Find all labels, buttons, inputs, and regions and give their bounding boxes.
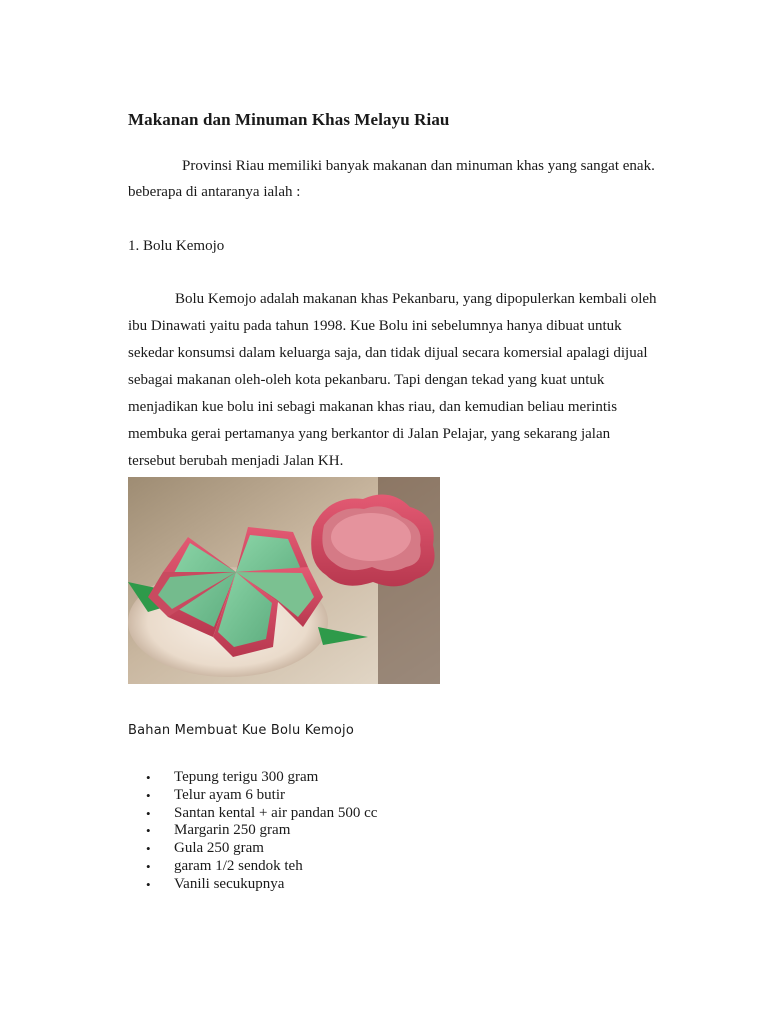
bullet-icon: • [146,876,151,892]
list-item [146,769,377,787]
ingredient-text: Tepung terigu 300 gram [174,769,319,785]
intro-line-1: Provinsi Riau memiliki banyak makanan dan minuman khas yang sangat enak. [182,158,655,174]
bolu-kemojo-photo [128,477,440,684]
list-item [146,805,377,823]
paragraph-line: Bolu Kemojo adalah makanan khas Pekanbaru, yang dipopulerkan kembali oleh [175,291,657,307]
bullet-icon: • [146,770,151,785]
bullet-icon: • [146,858,151,874]
bullet-icon: • [146,841,151,857]
ingredient-text: Santan kental + air pandan 500 cc [174,804,378,821]
list-item [146,787,377,805]
document-title: Makanan dan Minuman Khas Melayu Riau [128,110,450,129]
paragraph-line: menjadikan kue bolu ini sebagi makanan khas riau, dan kemudian beliau merintis [128,399,618,415]
paragraph-line: sebagai makanan oleh-oleh kota pekanbaru. Tapi dengan tekad yang kuat untuk [128,372,605,388]
ingredient-text: Vanili secukupnya [174,875,285,892]
list-item [146,876,377,894]
list-item [146,822,377,840]
list-item [146,858,377,876]
bullet-icon: • [146,823,151,839]
list-item [146,840,377,858]
ingredient-text: garam 1/2 sendok teh [174,857,303,874]
paragraph-line: membuka gerai pertamanya yang berkantor di Jalan Pelajar, yang sekarang jalan [128,426,611,442]
ingredient-text: Telur ayam 6 butir [174,786,285,803]
paragraph-line: sekedar konsumsi dalam keluarga saja, dan tidak dijual secara komersial apalagi dijual [128,345,648,361]
paragraph-line: tersebut berubah menjadi Jalan KH. [128,453,344,469]
ingredient-text: Gula 250 gram [174,840,264,857]
section-heading-bolu-kemojo: 1. Bolu Kemojo [128,238,225,254]
bullet-icon: • [146,787,151,803]
intro-line-2: beberapa di antaranya ialah : [128,184,301,200]
ingredients-list [146,769,377,894]
paragraph-line: ibu Dinawati yaitu pada tahun 1998. Kue Bolu ini sebelumnya hanya dibuat untuk [128,318,622,334]
ingredients-heading: Bahan Membuat Kue Bolu Kemojo [128,723,354,738]
bullet-icon: • [146,805,151,821]
ingredient-text: Margarin 250 gram [174,822,291,839]
